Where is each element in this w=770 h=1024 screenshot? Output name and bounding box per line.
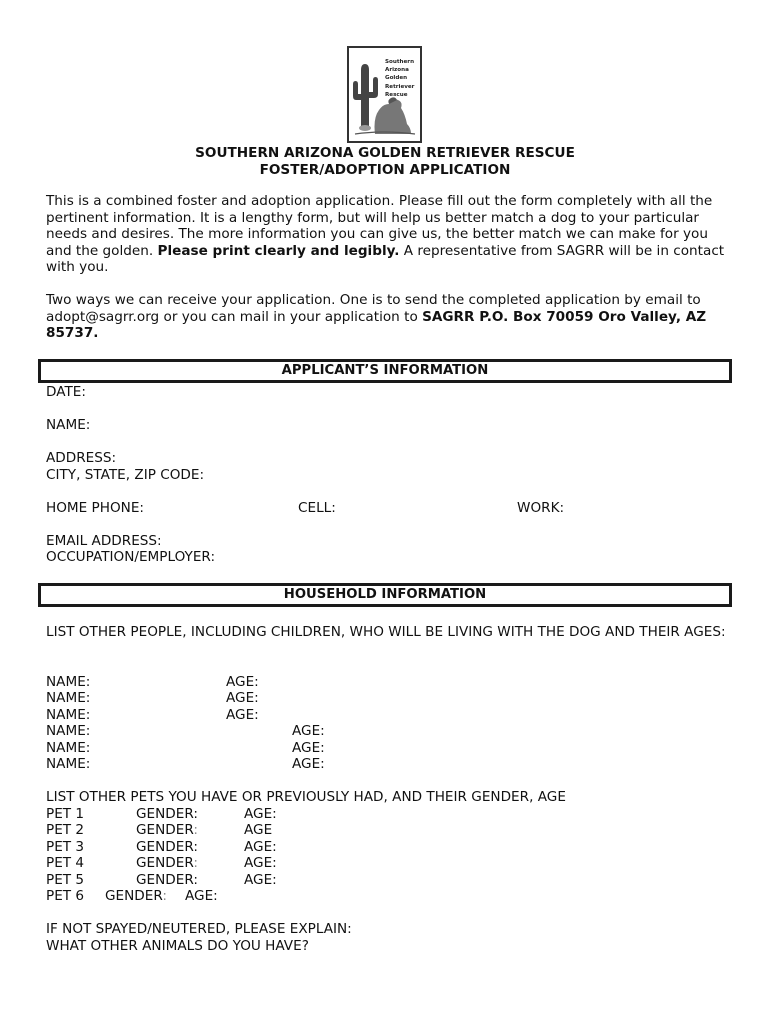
pet-gender-label: GENDER: bbox=[136, 872, 198, 888]
person-age-label: AGE: bbox=[226, 707, 259, 723]
pet-gender-label: GENDER: bbox=[136, 806, 198, 822]
pet-label: PET 5 bbox=[46, 872, 85, 888]
person-name-label: NAME: bbox=[46, 723, 91, 739]
spay-neuter-prompt: IF NOT SPAYED/NEUTERED, PLEASE EXPLAIN: bbox=[46, 921, 352, 937]
person-name-label: NAME: bbox=[46, 690, 91, 706]
intro-paragraph: This is a combined foster and adoption application. Please fill out the form completely with all the pertinent information. It is a lengthy form, but will help us better match a dog to your particular needs and desires. The more information you can give us, the better match we can make for you and the golden. Please print clearly and legibly. A representative from SAGRR will be in contact with you. bbox=[46, 193, 725, 275]
pet-age-label: AGE: bbox=[244, 806, 277, 822]
home-phone-label: HOME PHONE: bbox=[46, 500, 145, 516]
email-label: EMAIL ADDRESS: bbox=[46, 533, 162, 549]
person-age-label: AGE: bbox=[292, 723, 325, 739]
person-age-label: AGE: bbox=[292, 740, 325, 756]
org-title: SOUTHERN ARIZONA GOLDEN RETRIEVER RESCUE bbox=[195, 145, 575, 161]
pet-age-label: AGE: bbox=[244, 872, 277, 888]
person-name-label: NAME: bbox=[46, 740, 91, 756]
logo-text: Southern Arizona Golden Retriever Rescue bbox=[385, 59, 415, 98]
pet-age-label: AGE: bbox=[244, 855, 277, 871]
date-label: DATE: bbox=[46, 384, 86, 400]
occupation-label: OCCUPATION/EMPLOYER: bbox=[46, 549, 216, 565]
pet-label: PET 6 bbox=[46, 888, 85, 904]
pets-prompt: LIST OTHER PETS YOU HAVE OR PREVIOUSLY HAD, AND THEIR GENDER, AGE bbox=[46, 789, 566, 805]
pet-label: PET 2 bbox=[46, 822, 85, 838]
person-age-label: AGE: bbox=[226, 674, 259, 690]
pet-label: PET 3 bbox=[46, 839, 85, 855]
city-state-zip-label: CITY, STATE, ZIP CODE: bbox=[46, 467, 205, 483]
household-section-heading: HOUSEHOLD INFORMATION bbox=[38, 583, 732, 607]
form-title: FOSTER/ADOPTION APPLICATION bbox=[259, 162, 511, 178]
other-animals-prompt: WHAT OTHER ANIMALS DO YOU HAVE? bbox=[46, 938, 309, 954]
pet-gender-label: GENDER: bbox=[105, 888, 167, 904]
people-prompt: LIST OTHER PEOPLE, INCLUDING CHILDREN, WHO WILL BE LIVING WITH THE DOG AND THEIR AGES: bbox=[46, 624, 726, 640]
work-label: WORK: bbox=[517, 500, 565, 516]
person-age-label: AGE: bbox=[292, 756, 325, 772]
pet-gender-label: GENDER: bbox=[136, 855, 198, 871]
pet-gender-label: GENDER: bbox=[136, 822, 198, 838]
person-name-label: NAME: bbox=[46, 674, 91, 690]
pet-age-label: AGE: bbox=[244, 839, 277, 855]
person-name-label: NAME: bbox=[46, 707, 91, 723]
address-label: ADDRESS: bbox=[46, 450, 117, 466]
sagrr-logo bbox=[347, 46, 422, 143]
cell-label: CELL: bbox=[298, 500, 336, 516]
person-age-label: AGE: bbox=[226, 690, 259, 706]
pet-label: PET 1 bbox=[46, 806, 85, 822]
pet-gender-label: GENDER: bbox=[136, 839, 198, 855]
submission-paragraph: Two ways we can receive your application. One is to send the completed application by email to adopt@sagrr.org or you can mail in your application to SAGRR P.O. Box 70059 Oro Valley, AZ 85737. bbox=[46, 292, 707, 341]
pet-age-label: AGE bbox=[244, 822, 273, 838]
name-label: NAME: bbox=[46, 417, 91, 433]
person-name-label: NAME: bbox=[46, 756, 91, 772]
pet-age-label: AGE: bbox=[185, 888, 218, 904]
applicant-section-heading: APPLICANT’S INFORMATION bbox=[38, 359, 732, 383]
pet-label: PET 4 bbox=[46, 855, 85, 871]
